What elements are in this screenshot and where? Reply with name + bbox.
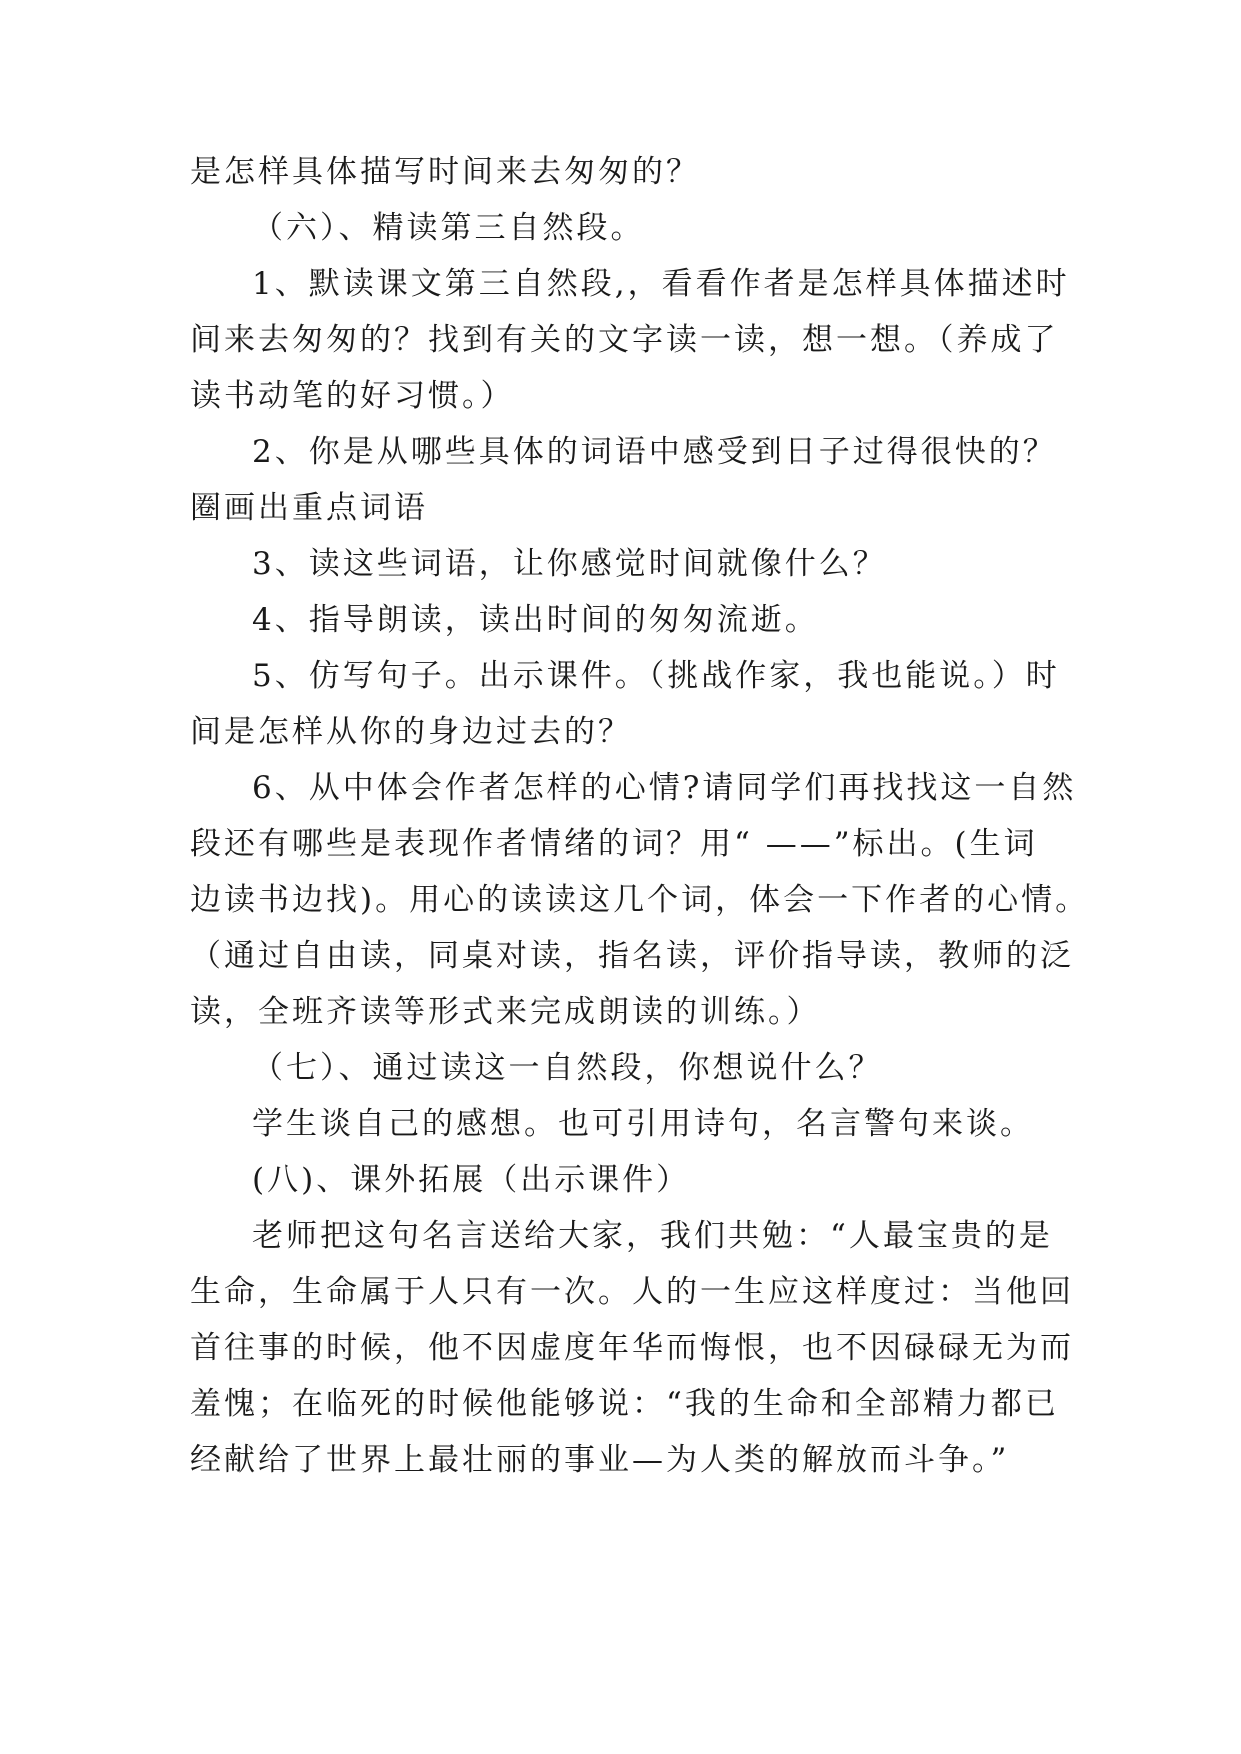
text-line: 5、仿写句子。出示课件。（挑战作家，我也能说。）时 <box>252 658 1060 694</box>
section-heading: （七）、通过读这一自然段，你想说什么？ <box>252 1050 883 1086</box>
text-line: 圈画出重点词语 <box>190 490 428 526</box>
text-line: 2、你是从哪些具体的词语中感受到日子过得很快的？ <box>252 434 1057 470</box>
text-line: 学生谈自己的感想。也可引用诗句，名言警句来谈。 <box>252 1106 1034 1142</box>
text-line: 间来去匆匆的？找到有关的文字读一读，想一想。（养成了 <box>190 322 1059 358</box>
text-line: 3、读这些词语，让你感觉时间就像什么？ <box>252 546 887 582</box>
text-line: 边读书边找)。用心的读读这几个词，体会一下作者的心情。 <box>190 882 1090 918</box>
text-line: 羞愧；在临死的时候他能够说：“我的生命和全部精力都已 <box>190 1386 1059 1422</box>
text-line: 6、从中体会作者怎样的心情?请同学们再找找这一自然 <box>252 770 1077 806</box>
text-line: 1、默读课文第三自然段,，看看作者是怎样具体描述时 <box>252 266 1070 302</box>
text-line: （通过自由读，同桌对读，指名读，评价指导读，教师的泛 <box>190 938 1074 974</box>
text-line: 老师把这句名言送给大家，我们共勉：“人最宝贵的是 <box>252 1218 1053 1254</box>
text-line: 是怎样具体描写时间来去匆匆的？ <box>190 154 700 190</box>
text-line: 读书动笔的好习惯。） <box>190 378 515 414</box>
text-line: 首往事的时候，他不因虚度年华而悔恨，也不因碌碌无为而 <box>190 1330 1074 1366</box>
section-heading: (八)、课外拓展（出示课件） <box>252 1162 691 1198</box>
text-line: 读，全班齐读等形式来完成朗读的训练。） <box>190 994 821 1030</box>
text-line: 间是怎样从你的身边过去的？ <box>190 714 632 750</box>
text-line: 4、指导朗读，读出时间的匆匆流逝。 <box>252 602 819 638</box>
section-heading: （六）、精读第三自然段。 <box>252 210 645 246</box>
text-line: 段还有哪些是表现作者情绪的词？用“ ——”标出。(生词 <box>190 826 1038 862</box>
text-line: 生命，生命属于人只有一次。人的一生应这样度过：当他回 <box>190 1274 1074 1310</box>
text-line: 经献给了世界上最壮丽的事业—为人类的解放而斗争。” <box>190 1442 1010 1478</box>
